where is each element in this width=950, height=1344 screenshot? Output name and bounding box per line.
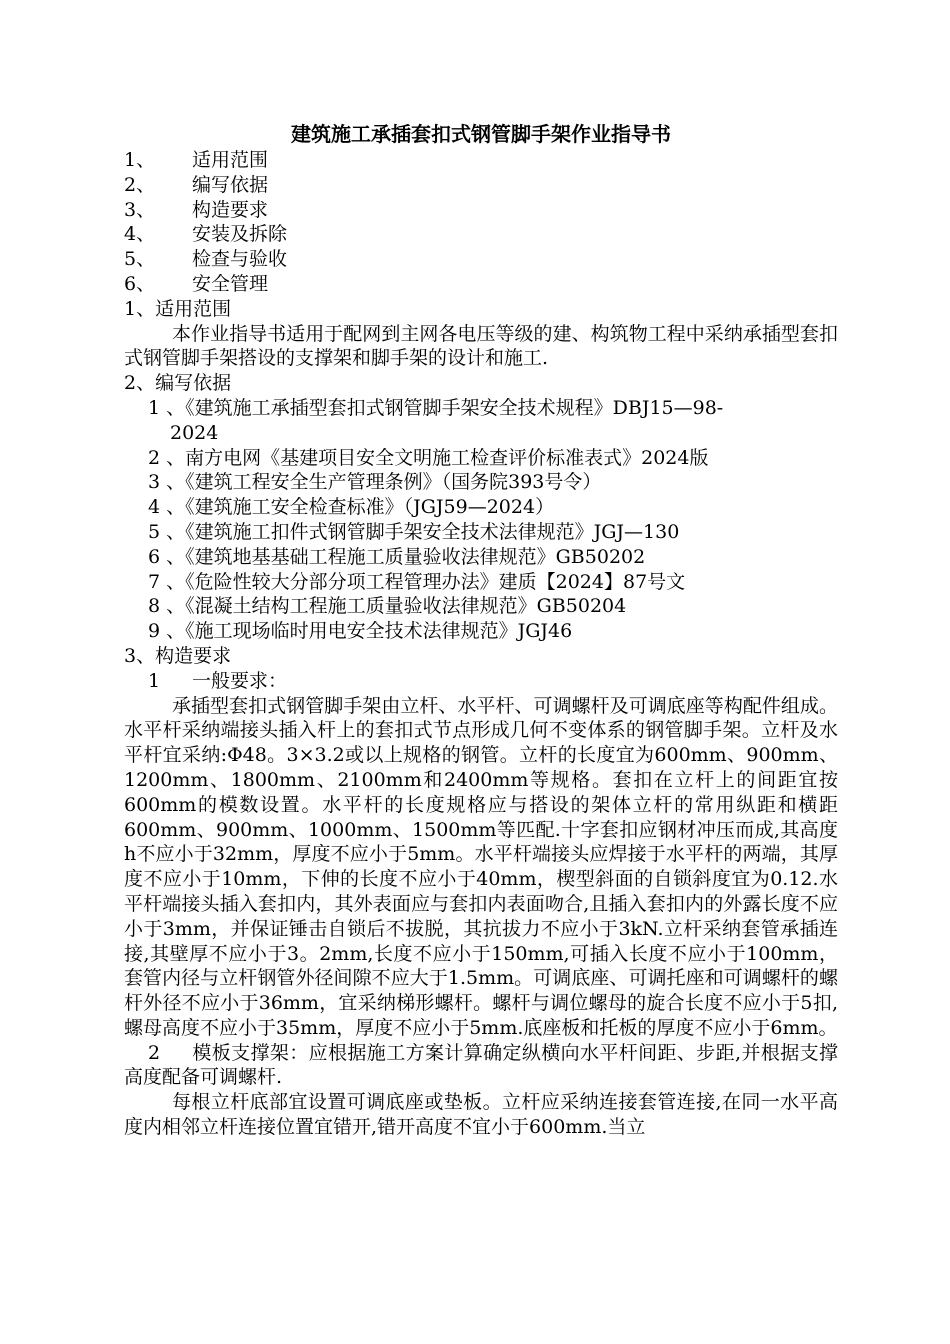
subsection-text: 模板支撑架：应根据施工方案计算确定纵横向水平杆间距、步距,并根据支撑高度配备可调螺杆.: [124, 1041, 838, 1089]
reference-item: 2 、南方电网《基建项目安全文明施工检查评价标准表式》2024版: [148, 446, 709, 469]
toc-number: 3、: [124, 198, 156, 221]
toc-label: 安全管理: [192, 272, 269, 295]
subsection-number: 1: [148, 669, 161, 692]
subsection-number: 2: [148, 1041, 161, 1064]
toc-item: [124, 198, 838, 223]
reference-item: 5 、《建筑施工扣件式钢管脚手架安全技术法律规范》JGJ—130: [148, 520, 680, 543]
toc-number: 1、: [124, 149, 156, 171]
section-heading: 2、编写依据: [124, 372, 232, 395]
toc-item: [124, 272, 838, 297]
reference-text: 1 、《建筑施工承插型套扣式钢管脚手架安全技术规程》DBJ15—98-: [148, 396, 724, 419]
toc-item: [124, 222, 838, 247]
paragraph: 每根立杆底部宜设置可调底座或垫板。立杆应采纳连接套管连接,在同一水平高度内相邻立杆连接位置宜错开,错开高度不宜小于600mm.当立: [124, 1091, 838, 1139]
subsection-heading: [124, 669, 838, 694]
document-content: [124, 120, 838, 1140]
toc-label: 安装及拆除: [192, 223, 288, 246]
reference-item: 7 、《危险性较大分部分项工程管理办法》建质【2024】87号文: [148, 570, 686, 593]
reference-item: 6 、《建筑地基基础工程施工质量验收法律规范》GB50202: [148, 545, 646, 568]
toc-number: 4、: [124, 223, 156, 246]
toc-number: 5、: [124, 248, 156, 271]
paragraph: 承插型套扣式钢管脚手架由立杆、水平杆、可调螺杆及可调底座等构配件组成。水平杆采纳端接头插入杆上的套扣式节点形成几何不变体系的钢管脚手架。立杆及水平杆宜采纳:Φ48。3×3.2或以上规格的钢管。立杆的长度宜为600mm、900mm、1200mm、1800mm、2100mm和2400mm等规格。套扣在立杆上的间距宜按600mm的模数设置。水平杆的长度规格应与搭设的架体立杆的常用纵距和横距600mm、900mm、1000mm、1500mm等匹配.十字套扣应钢材冲压而成,其高度h不应小于32mm，厚度不应小于5mm。水平杆端接头应焊接于水平杆的两端，其厚度不应小于10mm，下伸的长度不应小于40mm，楔型斜面的自锁斜度宜为0.12.水平杆端接头插入套扣内，其外表面应与套扣内表面吻合,且插入套扣内的外露长度不应小于3mm，并保证锤击自锁后不拔脱，其抗拔力不应小于3kN.立杆采纳套管承插连接,其壁厚不应小于3。2mm,长度不应小于150mm,可插入长度不应小于100mm，套管内径与立杆钢管外径间隙不应大于1.5mm。可调底座、可调托座和可调螺杆的螺杆外径不应小于36mm，宜采纳梯形螺杆。螺杆与调位螺母的旋合长度不应小于5扣,螺母高度不应小于35mm，厚度不应小于5mm.底座板和托板的厚度不应小于6mm。: [124, 694, 838, 1039]
reference-text-continued: 2024: [170, 421, 219, 444]
subsection-label: 一般要求：: [192, 669, 288, 692]
reference-item: 4 、《建筑施工安全检查标准》（JGJ59—2024）: [148, 496, 555, 519]
section-heading: 3、构造要求: [124, 644, 232, 667]
toc-label: 适用范围: [192, 149, 269, 171]
toc-item: [124, 173, 838, 198]
document-title: 建筑施工承插套扣式钢管脚手架作业指导书: [291, 122, 671, 146]
reference-item: 9 、《施工现场临时用电安全技术法律规范》JGJ46: [148, 620, 573, 643]
table-of-contents: [124, 148, 838, 297]
reference-item: [124, 396, 838, 446]
toc-label: 检查与验收: [192, 248, 288, 271]
reference-item: 3 、《建筑工程安全生产管理条例》（国务院393号令）: [148, 471, 602, 494]
section-heading: 1、适用范围: [124, 297, 232, 320]
toc-item: [124, 148, 838, 173]
toc-label: 构造要求: [192, 198, 269, 221]
reference-item: 8 、《混凝土结构工程施工质量验收法律规范》GB50204: [148, 595, 627, 618]
subsection-paragraph: [124, 1041, 838, 1091]
reference-list: [124, 396, 838, 644]
toc-label: 编写依据: [192, 173, 269, 196]
toc-number: 2、: [124, 173, 156, 196]
toc-number: 6、: [124, 272, 156, 295]
toc-item: [124, 247, 838, 272]
paragraph: 本作业指导书适用于配网到主网各电压等级的建、构筑物工程中采纳承插型套扣式钢管脚手架搭设的支撑架和脚手架的设计和施工.: [124, 322, 838, 370]
